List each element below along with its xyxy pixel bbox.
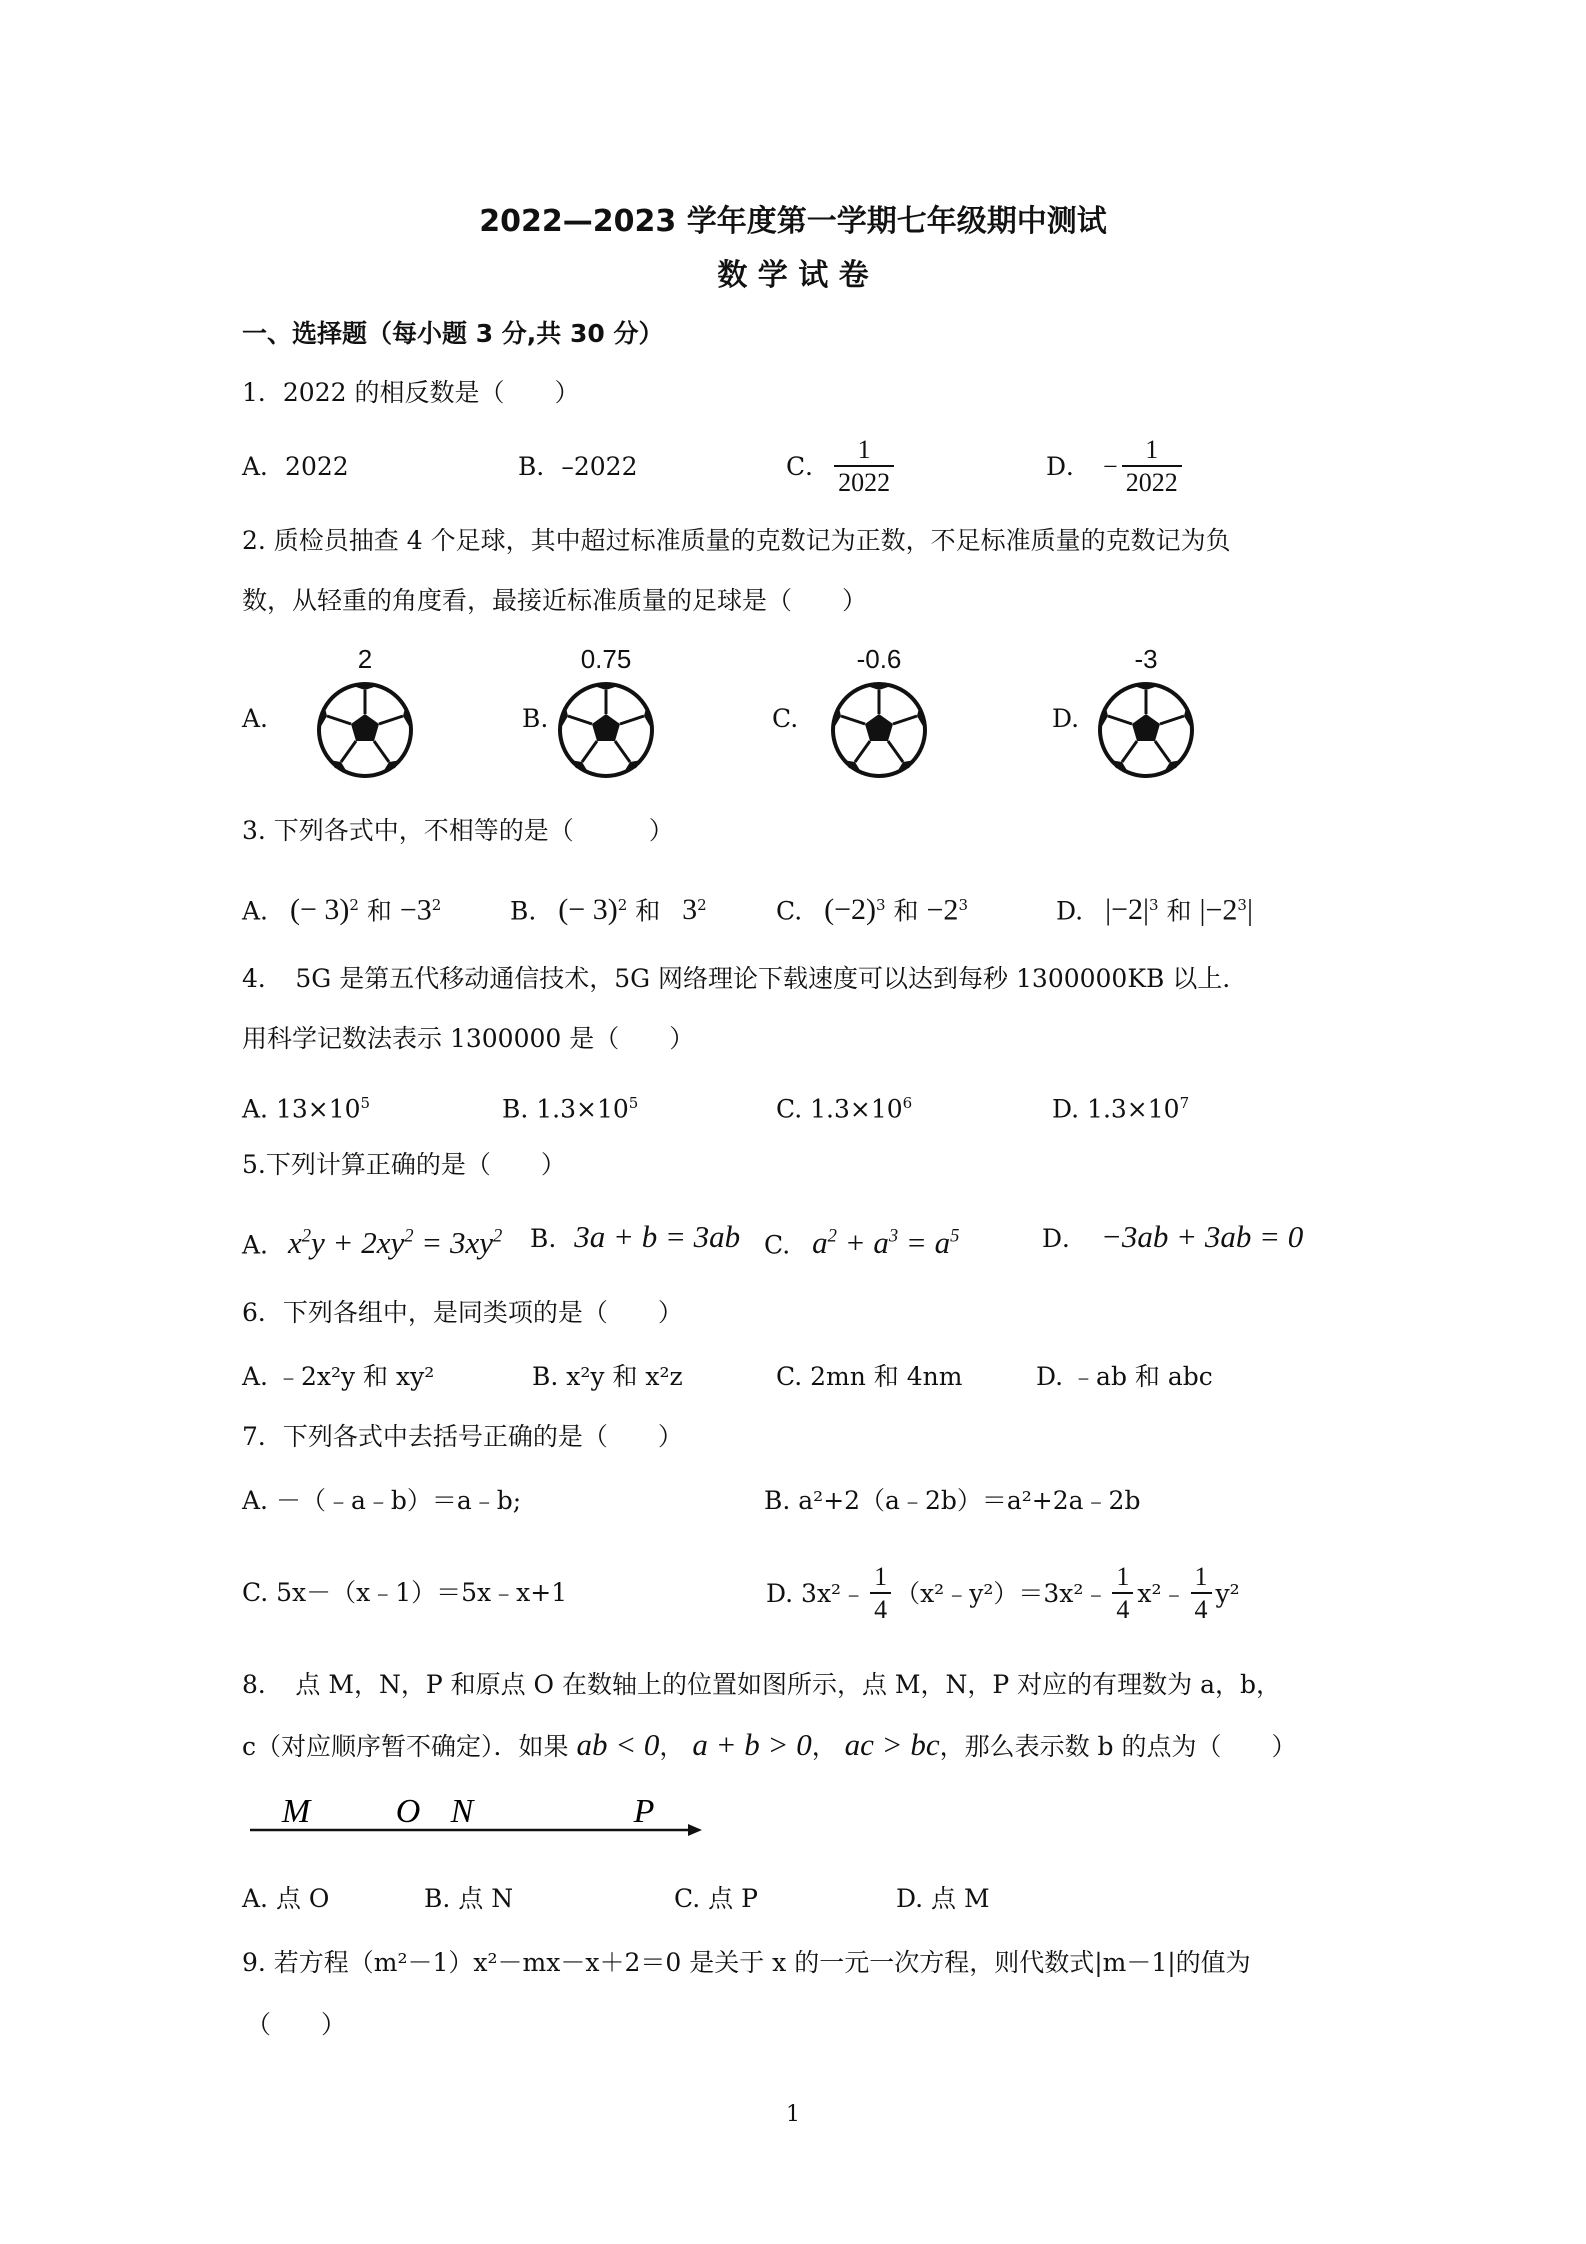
q2-ball-d-value: -3	[1134, 644, 1158, 674]
soccer-ball-icon	[556, 680, 656, 780]
q7-d-fraction3	[1191, 1562, 1212, 1626]
q8-cond3: ac > bc	[844, 1727, 940, 1762]
q7-d-fraction2	[1112, 1562, 1133, 1626]
q7-d-part3: x²﹣	[1137, 1579, 1187, 1608]
q3-d-expr1: |−2|	[1105, 893, 1149, 927]
q5-b-label: B.	[530, 1224, 557, 1253]
q8-stem-line1: 8． 点 M，N，P 和原点 O 在数轴上的位置如图所示，点 M，N，P 对应的有理数为 a，b，	[242, 1670, 1282, 1699]
axis-label-n: N	[450, 1793, 474, 1830]
q3-a-label: A.	[242, 896, 269, 926]
q3-d-expr2: |−2	[1199, 893, 1238, 927]
q4-d-exp: 7	[1179, 1094, 1190, 1112]
q5-option-a	[242, 1220, 502, 1262]
q6-option-a: A. ﹣2x²y 和 xy²	[242, 1362, 435, 1391]
q7-d-frac1-den: 4	[870, 1592, 891, 1626]
q2-ball-b-value: 0.75	[580, 644, 632, 674]
axis-label-p: P	[633, 1793, 655, 1830]
q8-cond2: a + b > 0	[692, 1727, 812, 1762]
q1-c-denominator: 2022	[834, 465, 894, 499]
q2-ball-b	[546, 644, 666, 784]
q3-d-expr2-end: |	[1246, 893, 1253, 927]
q1-c-numerator: 1	[857, 435, 871, 464]
axis-label-m: M	[281, 1793, 311, 1830]
q3-a-expr1: (− 3)	[289, 893, 350, 927]
q7-d-frac2-num: 1	[1116, 1562, 1130, 1591]
q8-option-c: C. 点 P	[674, 1884, 758, 1913]
q4-d-base: D. 1.3×10	[1052, 1094, 1180, 1124]
q6-stem: 6．下列各组中，是同类项的是（ ）	[242, 1298, 683, 1327]
q7-option-a: A. －（﹣a﹣b）＝a﹣b;	[242, 1486, 522, 1515]
q3-d-exp1: 3	[1149, 896, 1159, 914]
q3-option-b	[510, 888, 707, 928]
q3-c-expr1: (−2)	[824, 893, 877, 927]
q2-label-c: C.	[772, 704, 799, 733]
q2-stem-line2: 数，从轻重的角度看，最接近标准质量的足球是（ ）	[242, 586, 868, 615]
q3-option-d	[1056, 888, 1253, 928]
q4-b-exp: 5	[628, 1094, 639, 1112]
q7-d-part2: （x²﹣y²）＝3x²﹣	[895, 1579, 1109, 1608]
q7-d-frac1-num: 1	[874, 1562, 888, 1591]
q5-c-label: C.	[764, 1230, 791, 1260]
q1-option-d	[1046, 432, 1186, 502]
q1-d-denominator: 2022	[1122, 465, 1182, 499]
q5-d-label: D．	[1042, 1224, 1088, 1253]
q6-option-c: C. 2mn 和 4nm	[776, 1362, 963, 1391]
q5-c-expr: $a^2 + a^3 = a^5$	[812, 1225, 960, 1261]
q1-d-fraction	[1122, 435, 1182, 499]
q5-option-d	[1042, 1220, 1303, 1256]
q3-option-a	[242, 888, 441, 928]
q2-ball-d	[1086, 644, 1206, 784]
q6-option-d: D. ﹣ab 和 abc	[1036, 1362, 1213, 1391]
q7-option-d	[766, 1552, 1240, 1636]
q7-d-frac3-den: 4	[1191, 1592, 1212, 1626]
q8-option-a: A. 点 O	[242, 1884, 330, 1913]
q3-b-expr2: 3	[682, 893, 698, 927]
q1-d-label: D．	[1046, 452, 1092, 481]
q7-d-frac2-den: 4	[1112, 1592, 1133, 1626]
soccer-ball-icon	[315, 680, 415, 780]
q3-c-exp1: 3	[876, 896, 886, 914]
soccer-ball-icon	[829, 680, 929, 780]
q9-stem-line1: 9. 若方程（m²－1）x²－mx－x＋2＝0 是关于 x 的一元一次方程，则代数式|m－1|的值为	[242, 1948, 1251, 1977]
q2-label-a: A.	[242, 704, 269, 733]
q8-stem-pre: c（对应顺序暂不确定）．如果	[242, 1732, 569, 1761]
q1-d-sign: −	[1103, 452, 1118, 481]
q8-option-b: B. 点 N	[424, 1884, 514, 1913]
q2-ball-a	[305, 644, 425, 784]
q8-comma2: ，	[811, 1732, 837, 1761]
q2-label-d: D.	[1052, 704, 1080, 733]
q5-option-c	[764, 1220, 959, 1262]
q5-d-expr: −3ab + 3ab = 0	[1101, 1219, 1304, 1254]
axis-label-o: O	[395, 1793, 421, 1830]
q5-stem: 5.下列计算正确的是（ ）	[242, 1150, 566, 1179]
q1-d-numerator: 1	[1145, 435, 1159, 464]
q3-d-he: 和	[1166, 896, 1192, 926]
q3-b-expr1: (− 3)	[558, 893, 618, 927]
page-number: 1	[786, 2102, 800, 2127]
q3-b-he: 和	[635, 896, 661, 926]
q4-c-base: C. 1.3×10	[776, 1094, 903, 1124]
q4-option-c	[776, 1086, 912, 1126]
q8-cond1: ab < 0	[576, 1727, 660, 1762]
exam-subtitle: 数 学 试 卷	[717, 258, 869, 293]
q3-c-he: 和	[893, 896, 919, 926]
q2-ball-c	[819, 644, 939, 784]
q8-option-d: D. 点 M	[896, 1884, 990, 1913]
q3-stem: 3. 下列各式中，不相等的是（ ）	[242, 816, 674, 845]
section-heading: 一、选择题（每小题 3 分,共 30 分）	[242, 319, 664, 348]
q7-option-c: C. 5x－（x﹣1）＝5x﹣x+1	[242, 1578, 568, 1607]
q3-a-expr2: −3	[399, 893, 432, 927]
q3-b-label: B.	[510, 896, 537, 926]
q3-b-exp2: 2	[697, 896, 707, 914]
q1-option-a: A．2022	[242, 452, 349, 481]
q4-option-a	[242, 1086, 370, 1126]
q5-a-expr: $x^2y + 2xy^2 = 3xy^2$	[287, 1225, 503, 1261]
q7-option-b: B. a²+2（a﹣2b）＝a²+2a﹣2b	[764, 1486, 1141, 1515]
q5-option-b	[530, 1220, 740, 1256]
q1-c-fraction	[834, 435, 894, 499]
q4-stem-line1: 4． 5G 是第五代移动通信技术，5G 网络理论下载速度可以达到每秒 1300000KB 以上．	[242, 964, 1248, 993]
number-line-diagram	[242, 1786, 712, 1846]
q9-stem-line2: （ ）	[246, 2010, 347, 2039]
q3-c-expr2: −2	[926, 893, 959, 927]
q3-d-exp2: 3	[1237, 896, 1247, 914]
q4-stem-line2: 用科学记数法表示 1300000 是（ ）	[242, 1024, 695, 1053]
exam-title: 2022—2023 学年度第一学期七年级期中测试	[479, 204, 1107, 239]
q7-d-part4: y²	[1215, 1579, 1240, 1608]
q5-b-expr: 3a + b = 3ab	[574, 1219, 741, 1254]
q3-a-he: 和	[366, 896, 392, 926]
q4-option-d	[1052, 1086, 1189, 1126]
q1-option-c	[786, 432, 898, 502]
q3-c-exp2: 3	[958, 896, 968, 914]
q6-option-b: B. x²y 和 x²z	[532, 1362, 683, 1391]
q3-b-exp1: 2	[617, 896, 628, 914]
q7-d-frac3-num: 1	[1194, 1562, 1208, 1591]
arrow-right-icon	[688, 1824, 702, 1836]
q4-c-exp: 6	[902, 1094, 913, 1112]
q4-b-base: B. 1.3×10	[502, 1094, 629, 1124]
q3-c-label: C.	[776, 896, 803, 926]
q7-d-fraction1	[870, 1562, 891, 1626]
soccer-ball-icon	[1096, 680, 1196, 780]
q8-stem-line2	[242, 1728, 1297, 1764]
q1-stem: 1．2022 的相反数是（ ）	[242, 378, 580, 407]
q3-option-c	[776, 888, 968, 928]
q4-a-base: A. 13×10	[242, 1094, 361, 1124]
q3-a-exp2: 2	[431, 896, 442, 914]
q8-stem-post: ，那么表示数 b 的点为（ ）	[939, 1732, 1297, 1761]
q7-stem: 7．下列各式中去括号正确的是（ ）	[242, 1422, 683, 1451]
q7-d-part1: D. 3x²﹣	[766, 1579, 867, 1608]
q2-ball-a-value: 2	[357, 644, 373, 674]
q1-c-label: C．	[786, 452, 831, 481]
q1-option-b: B．–2022	[518, 452, 638, 481]
q3-a-exp1: 2	[349, 896, 359, 914]
q4-a-exp: 5	[360, 1094, 371, 1112]
q2-stem-line1: 2. 质检员抽查 4 个足球，其中超过标准质量的克数记为正数，不足标准质量的克数记为负	[242, 526, 1231, 555]
q2-label-b: B.	[522, 704, 549, 733]
q5-a-label: A.	[242, 1230, 269, 1260]
q4-option-b	[502, 1086, 638, 1126]
q2-ball-c-value: -0.6	[856, 644, 902, 674]
q3-d-label: D.	[1056, 896, 1084, 926]
q8-comma1: ，	[659, 1732, 685, 1761]
